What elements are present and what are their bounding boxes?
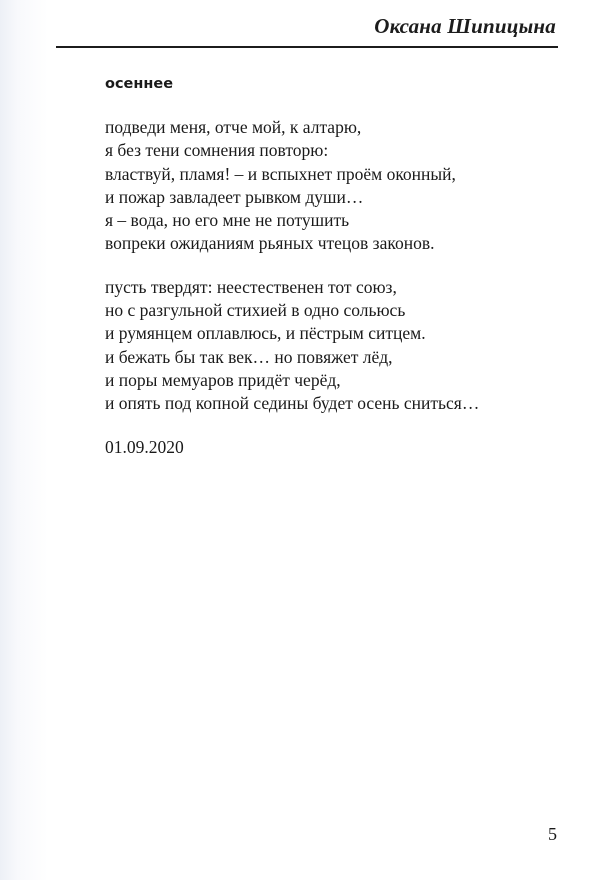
poem-line: и румянцем оплавлюсь, и пёстрым ситцем. [105, 323, 426, 344]
poem-title: осеннее [105, 76, 174, 92]
header-rule [56, 46, 558, 48]
poem-line: подведи меня, отче мой, к алтарю, [105, 117, 362, 137]
poem-line: и пожар завладеет рывком души… [105, 186, 364, 207]
poem-line: но с разгульной стихией в одно сольюсь [105, 300, 406, 321]
poem-date: 01.09.2020 [105, 436, 184, 457]
running-header-author: Оксана Шипицына [374, 14, 556, 38]
stanza-1 [105, 116, 565, 256]
poem [105, 72, 565, 459]
poem-line: я без тени сомнения повторю: [105, 140, 329, 161]
poem-line: и опять под копной седины будет осень сниться… [105, 393, 480, 414]
page-number: 5 [548, 824, 557, 844]
poem-line: властвуй, пламя! – и вспыхнет проём оконный, [105, 163, 456, 184]
poem-line: пусть твердят: неестественен тот союз, [105, 276, 397, 297]
poem-line: вопреки ожиданиям рьяных чтецов законов. [105, 233, 435, 254]
poem-line: и поры мемуаров придёт черёд, [105, 369, 341, 390]
stanza-2 [105, 276, 565, 416]
poem-line: я – вода, но его мне не потушить [105, 210, 350, 231]
poem-line: и бежать бы так век… но повяжет лёд, [105, 346, 393, 367]
